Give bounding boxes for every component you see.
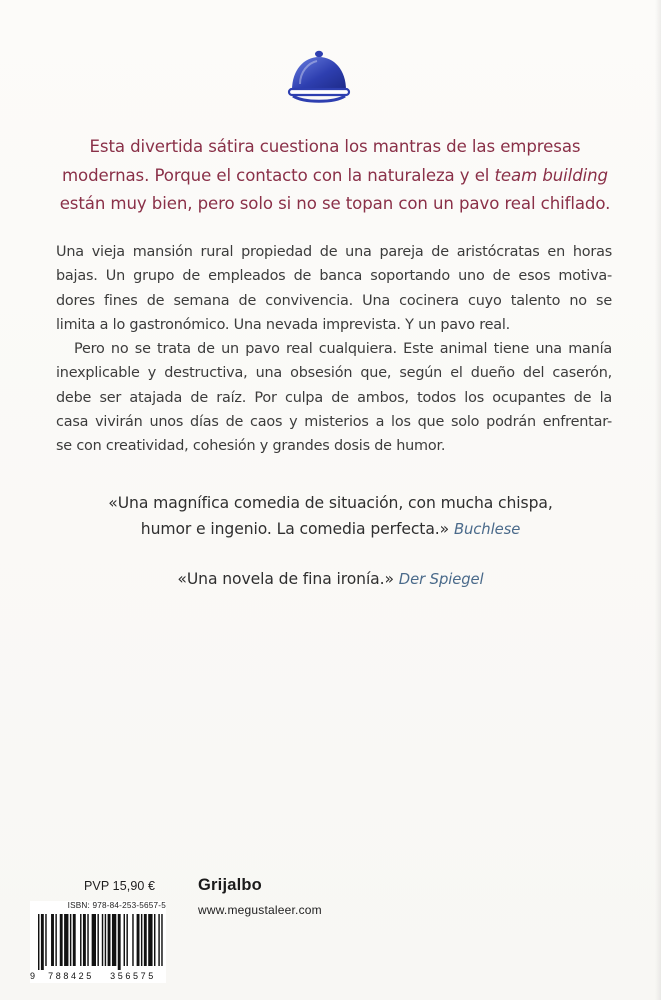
synopsis-line: Una vieja mansión rural propiedad de una pareja de aristócratas en horas [56, 244, 612, 260]
synopsis-line: casa vivirán unos días de caos y misterios a los que solo podrán enfrentar- [56, 414, 612, 431]
barcode-bar [45, 914, 46, 966]
barcode-bar [141, 914, 142, 966]
tagline-line [40, 162, 630, 191]
barcode-bar [73, 914, 76, 966]
cloche-icon [284, 40, 354, 110]
synopsis-line: debe ser atajada de raíz. Por culpa de ambos, todos los ocupantes de la [56, 389, 612, 406]
barcode-bar [126, 914, 127, 966]
barcode-bar [70, 914, 71, 966]
barcode-digits [30, 971, 166, 982]
synopsis-line: bajas. Un grupo de empleados de banca soportando uno de esos motiva- [56, 268, 612, 285]
synopsis [56, 240, 612, 459]
page-edge-shadow [655, 0, 661, 1000]
barcode-bar [148, 914, 152, 966]
barcode-bar [51, 914, 54, 966]
review-quote [60, 491, 601, 542]
barcode-bar [92, 914, 96, 966]
synopsis-line: Pero no se trata de un pavo real cualquiera. Este animal tiene una manía [74, 341, 612, 358]
synopsis-line: se con creatividad, cohesión y grandes dosis de humor. [56, 438, 446, 455]
barcode-bar [97, 914, 98, 966]
barcode-bar [118, 914, 121, 970]
barcode-bar [161, 914, 162, 966]
barcode-bar [41, 914, 44, 970]
publisher-website: www.megustaleer.com [198, 903, 322, 917]
isbn-barcode-block [30, 901, 166, 983]
tagline-text: modernas. Porque el contacto con la naturaleza y el [61, 165, 495, 185]
barcode-bar [64, 914, 68, 966]
barcode-bar [137, 914, 140, 966]
barcode-digit: 9 [30, 971, 36, 981]
barcode-bar [124, 914, 125, 966]
barcode-digit-group: 356575 [110, 971, 156, 981]
tagline-emphasis: team building [494, 165, 608, 185]
barcode [30, 914, 166, 970]
barcode-bar [60, 914, 63, 966]
barcode-digit-group: 788425 [48, 971, 94, 981]
barcode-bar [158, 914, 159, 966]
barcode-bar [108, 914, 111, 966]
synopsis-line: limita a lo gastronómico. Una nevada imprevista. Y un pavo real. [56, 316, 511, 333]
synopsis-line: inexplicable y destructiva, una obsesión que, según el dueño del caserón, [56, 365, 612, 382]
quote-text: «Una novela de fina ironía.» [177, 570, 399, 588]
quote-text: humor e ingenio. La comedia perfecta.» [140, 519, 454, 538]
quote-line [60, 517, 601, 543]
publisher-name: Grijalbo [198, 876, 262, 894]
synopsis-line: dores fines de semana de convivencia. Una cocinera cuyo talento no se [56, 292, 612, 309]
barcode-bar [102, 914, 103, 966]
barcode-bar [87, 914, 88, 966]
barcode-bar [154, 914, 155, 966]
quote-source: Der Spiegel [398, 571, 484, 588]
barcode-bar [132, 914, 133, 966]
review-quote [60, 567, 601, 592]
quote-source: Buchlese [453, 520, 521, 538]
barcode-bar [80, 914, 81, 966]
price-label: PVP 15,90 € [84, 879, 156, 893]
barcode-bar [112, 914, 116, 966]
tagline-line: Esta divertida sátira cuestiona los mantras de las empresas [89, 137, 581, 156]
tagline [40, 133, 630, 219]
barcode-bar [55, 914, 56, 966]
isbn-label: ISBN: 978-84-253-5657-5 [67, 901, 166, 910]
barcode-bar [38, 914, 39, 970]
barcode-bar [83, 914, 86, 966]
barcode-bar [105, 914, 106, 966]
quote-line: «Una magnífica comedia de situación, con mucha chispa, [108, 494, 553, 512]
tagline-line: están muy bien, pero solo si no se topan con un pavo real chiflado. [59, 194, 611, 213]
barcode-bar [144, 914, 147, 966]
